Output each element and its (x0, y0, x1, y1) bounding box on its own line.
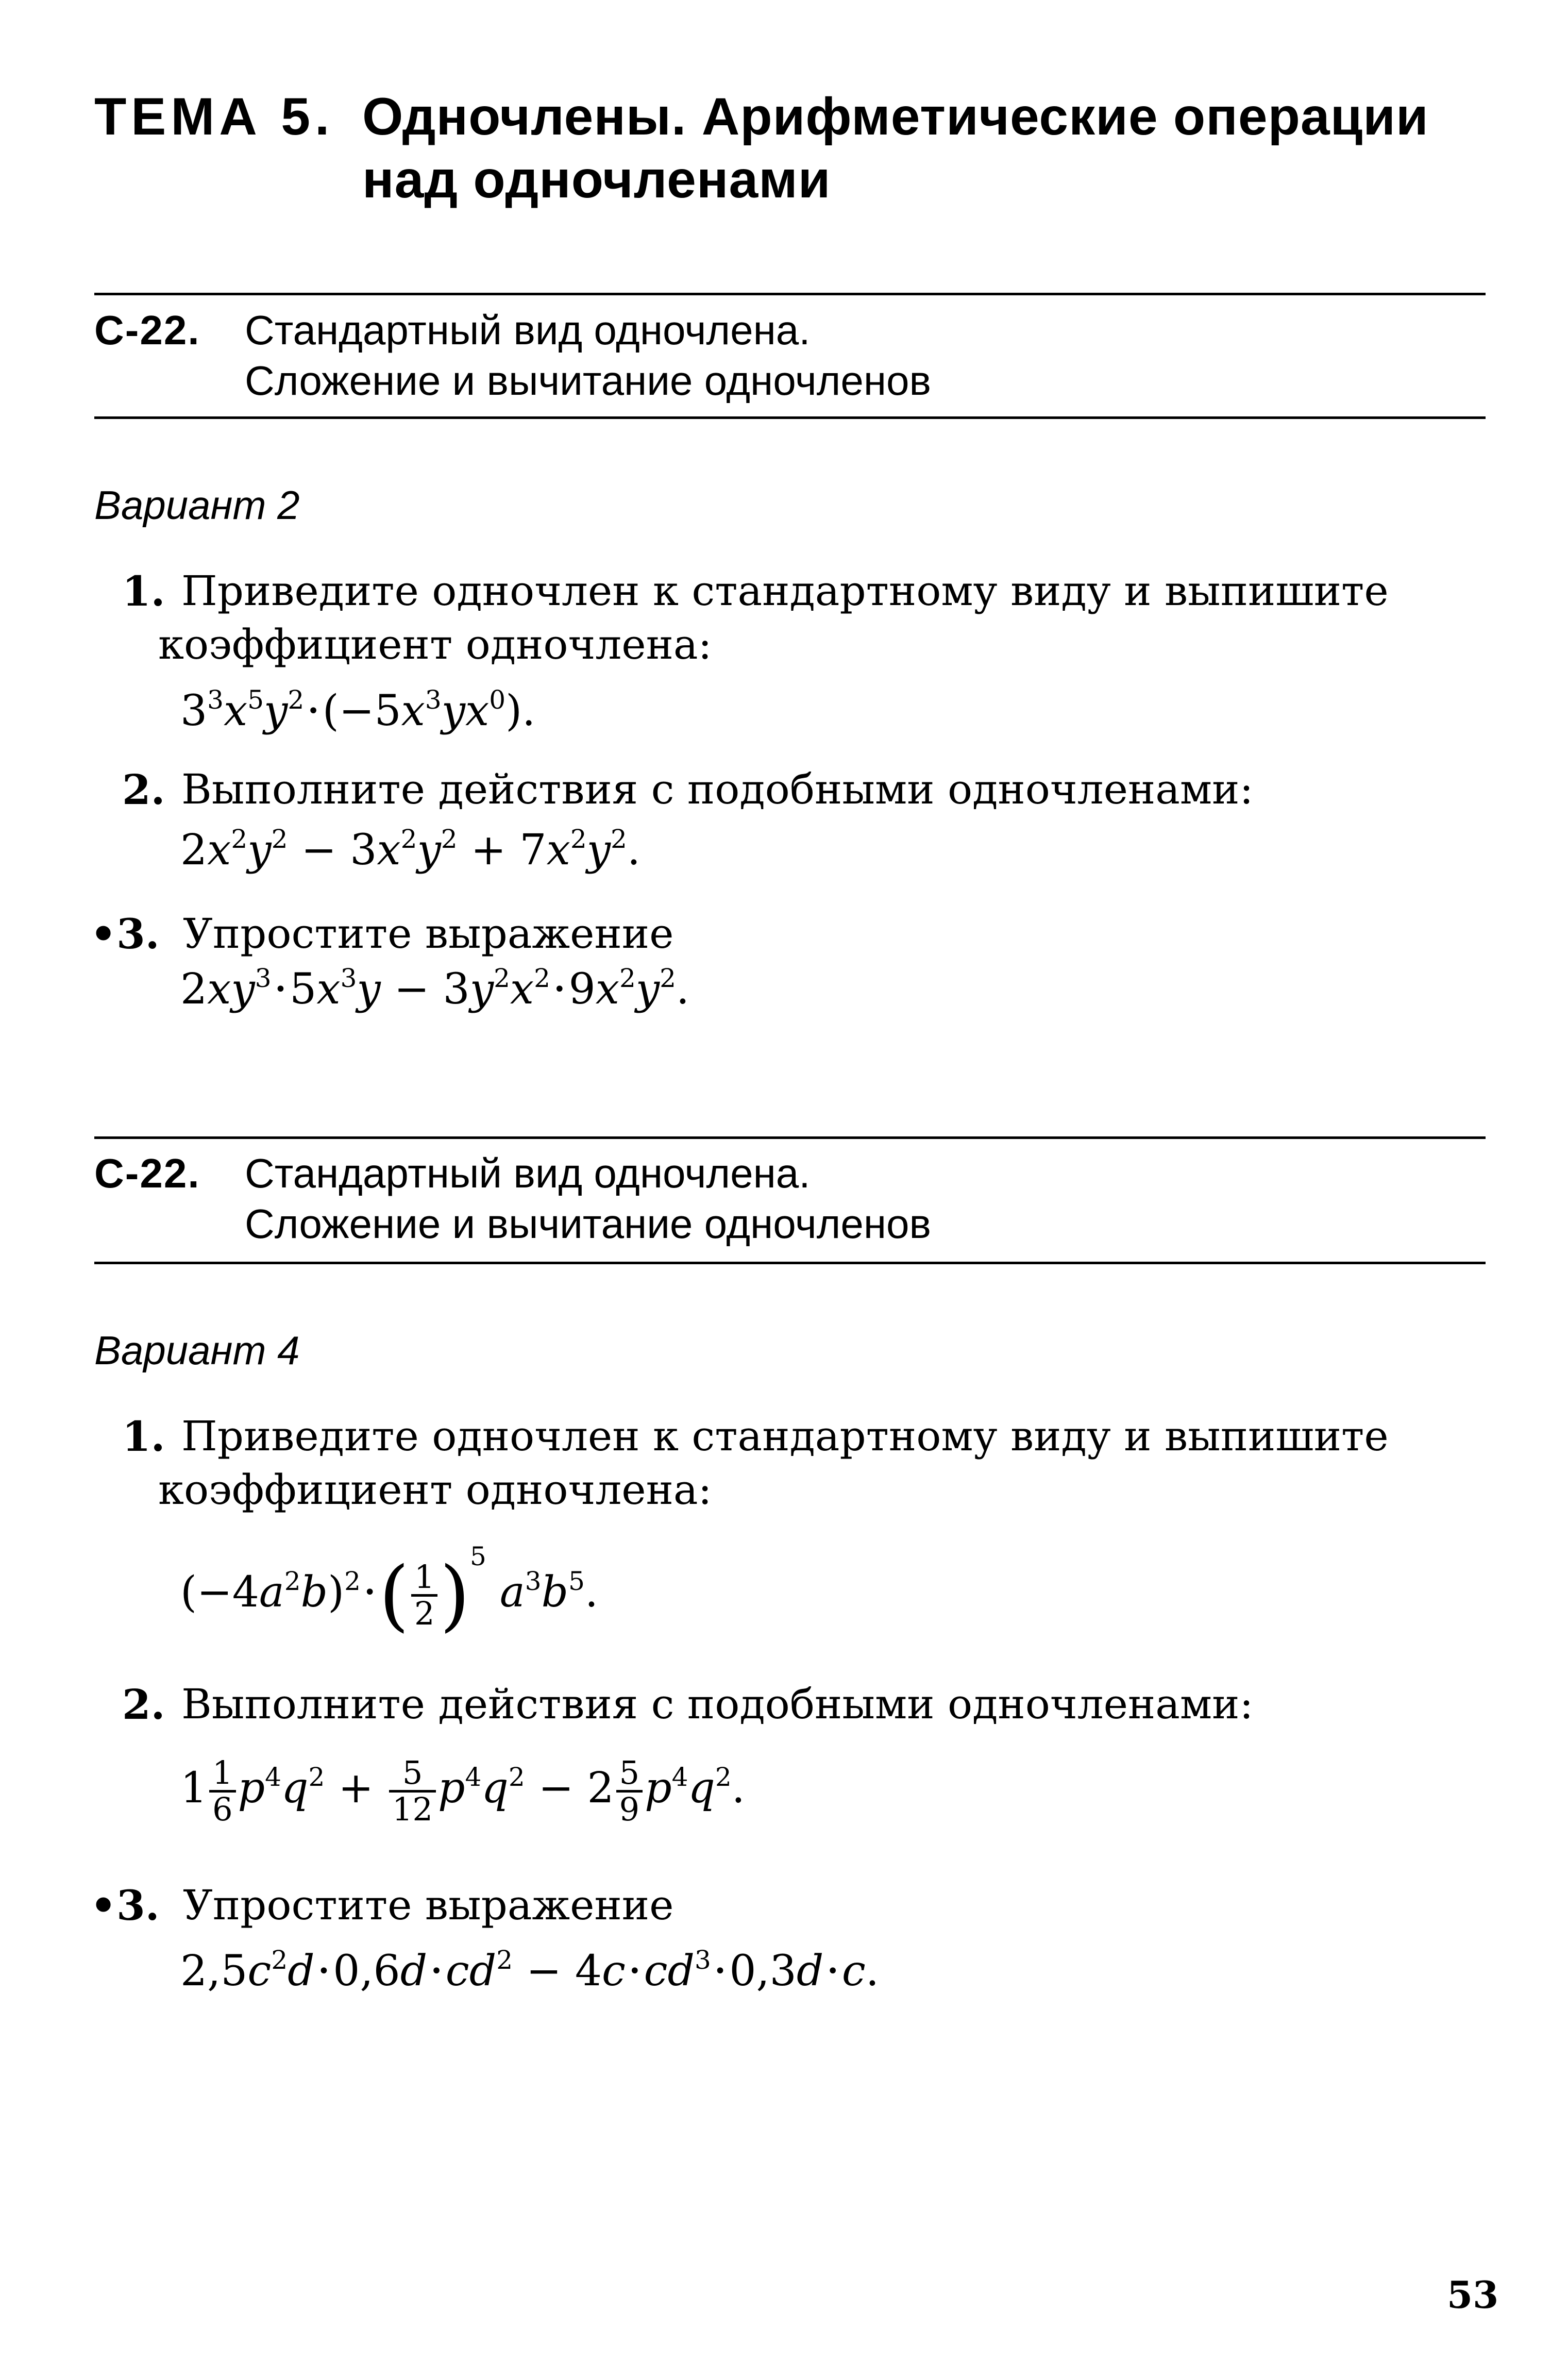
section1-title-line1: Стандартный вид одночлена. (245, 307, 811, 353)
section1-task3-expression: $2xy^3$ $•5x^3y - 3y^2x^2$ $•9x^2y^2$. (180, 963, 689, 1014)
section1-title-line2: Сложение и вычитание одночленов (245, 358, 931, 404)
section1-task2-expression: $2x^2y^2 - 3x^2y^2 + 7x^2y^2$. (180, 824, 640, 875)
task-number: 2. (122, 1680, 165, 1729)
section2-title-line2: Сложение и вычитание одночленов (245, 1201, 931, 1247)
task-number: •3. (90, 910, 160, 958)
section2-top-rule (94, 1136, 1486, 1139)
theme-title-line2: над одночленами (362, 150, 831, 209)
theme-label: ТЕМА 5. (94, 87, 334, 146)
section2-bottom-rule (94, 1262, 1486, 1264)
task-number: 1. (122, 567, 165, 615)
task-text-line2: коэффициент одночлена: (158, 621, 712, 668)
section2-code: С-22. (94, 1150, 200, 1196)
section1-variant: Вариант 2 (94, 482, 300, 528)
task-number: 1. (122, 1412, 165, 1461)
task-text-line1: Упростите выражение (183, 1881, 674, 1929)
section2-task1-expression: $(-4a^2b)^2$ •( $\frac{1}{2}$ )$^5$ $a^3b^5$. (180, 1542, 598, 1640)
page-number: 53 (1447, 2273, 1499, 2317)
task-text-line2: коэффициент одночлена: (158, 1466, 712, 1514)
task-text-line1: Выполните действия с подобными одночленами: (181, 765, 1254, 813)
section1-task1-expression: $3^3x^5y^2$ $•(-5x^3yx^0)$. (180, 685, 536, 735)
section2-variant: Вариант 4 (94, 1328, 300, 1373)
task-text-line1: Выполните действия с подобными одночленами: (181, 1680, 1254, 1728)
task-text-line1: Приведите одночлен к стандартному виду и выпишите (181, 1412, 1389, 1460)
theme-title-line1: Одночлены. Арифметические операции (362, 87, 1429, 146)
section2-task2-expression: 1 $\frac{1}{6}$ $p^4q^2$ + $\frac{5}{12}$ $p^4q^2 - 2$ $\frac{5}{9}$ $p^4q^2$. (180, 1754, 745, 1828)
section2-task3-expression: $2,5c^2d$ •0,6d $•cd^2 - 4c$ $•cd^3$ •0,3d •c. (180, 1945, 879, 1996)
section1-top-rule (94, 293, 1486, 295)
section2-title-line1: Стандартный вид одночлена. (245, 1150, 811, 1196)
section1-bottom-rule (94, 416, 1486, 419)
section1-code: С-22. (94, 307, 200, 353)
task-number: 2. (122, 765, 165, 814)
task-number: •3. (90, 1881, 160, 1930)
task-text-line1: Упростите выражение (183, 910, 674, 958)
task-text-line1: Приведите одночлен к стандартному виду и выпишите (181, 567, 1389, 615)
